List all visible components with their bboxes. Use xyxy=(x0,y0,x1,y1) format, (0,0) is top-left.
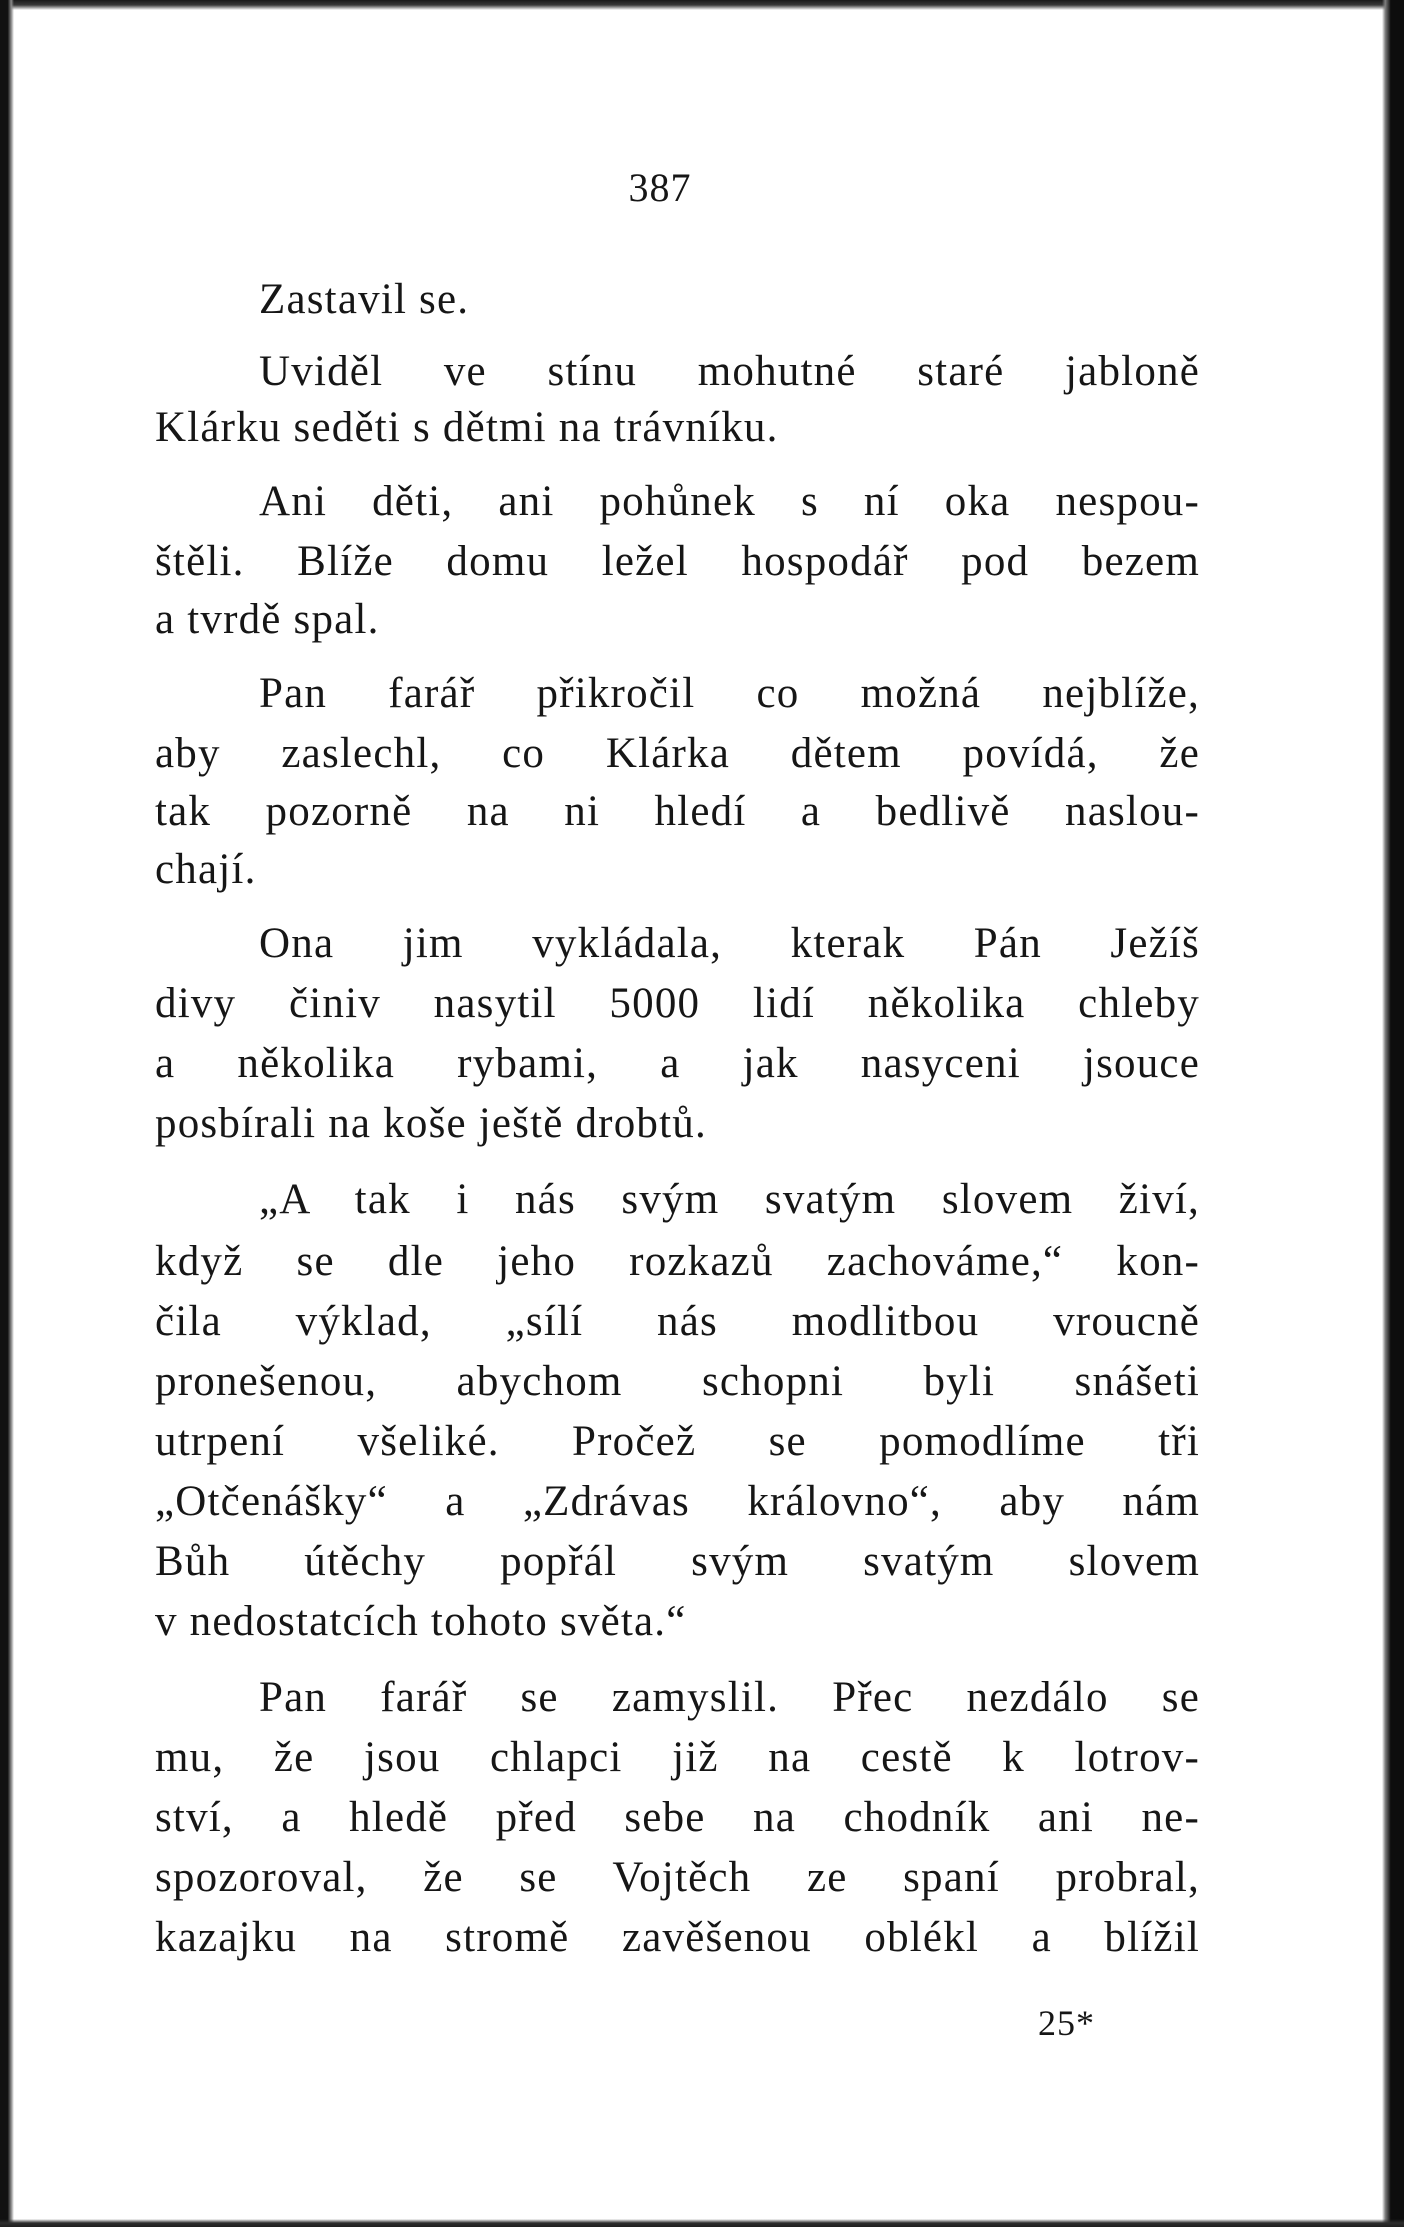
scan-edge-right xyxy=(1382,0,1404,2227)
text-line: Pan farář se zamyslil. Přec nezdálo se xyxy=(259,1674,1200,1721)
text-line: Zastavil se. xyxy=(259,276,470,323)
text-line: Ani děti, ani pohůnek s ní oka nespou- xyxy=(259,478,1200,525)
text-line: Uviděl ve stínu mohutné staré jabloně xyxy=(259,348,1200,395)
text-line: Bůh útěchy popřál svým svatým slovem xyxy=(155,1538,1200,1585)
text-line: chají. xyxy=(155,846,257,893)
text-line: když se dle jeho rozkazů zachováme,“ kon- xyxy=(155,1238,1200,1285)
text-line: aby zaslechl, co Klárka dětem povídá, že xyxy=(155,730,1200,777)
text-line: posbírali na koše ještě drobtů. xyxy=(155,1100,707,1147)
text-line: pronešenou, abychom schopni byli snášeti xyxy=(155,1358,1200,1405)
text-line: kazajku na stromě zavěšenou oblékl a blížil xyxy=(155,1914,1200,1961)
scan-edge-top xyxy=(0,0,1404,10)
text-line: ství, a hledě před sebe na chodník ani ne- xyxy=(155,1794,1200,1841)
text-line: „Otčenášky“ a „Zdrávas královno“, aby nám xyxy=(155,1478,1200,1525)
text-line: utrpení všeliké. Pročež se pomodlíme tři xyxy=(155,1418,1200,1465)
text-line: čila výklad, „sílí nás modlitbou vroucně xyxy=(155,1298,1200,1345)
text-line: Ona jim vykládala, kterak Pán Ježíš xyxy=(259,920,1200,967)
page-number: 387 xyxy=(628,165,692,210)
text-line: Pan farář přikročil co možná nejblíže, xyxy=(259,670,1200,717)
text-line: divy činiv nasytil 5000 lidí několika chleby xyxy=(155,980,1200,1027)
text-line: Klárku seděti s dětmi na trávníku. xyxy=(155,404,779,451)
scan-edge-bottom xyxy=(0,2219,1404,2227)
text-line: v nedostatcích tohoto světa.“ xyxy=(155,1598,687,1645)
text-line: „A tak i nás svým svatým slovem živí, xyxy=(259,1176,1200,1223)
text-line: mu, že jsou chlapci již na cestě k lotrov- xyxy=(155,1734,1200,1781)
scan-edge-left xyxy=(0,0,14,2227)
text-line: a několika rybami, a jak nasyceni jsouce xyxy=(155,1040,1200,1087)
text-line: štěli. Blíže domu ležel hospodář pod bezem xyxy=(155,538,1200,585)
text-line: spozoroval, že se Vojtěch ze spaní probral, xyxy=(155,1854,1200,1901)
text-line: tak pozorně na ni hledí a bedlivě naslou- xyxy=(155,788,1200,835)
signature-mark: 25* xyxy=(1038,2003,1095,2043)
text-line: a tvrdě spal. xyxy=(155,596,380,643)
